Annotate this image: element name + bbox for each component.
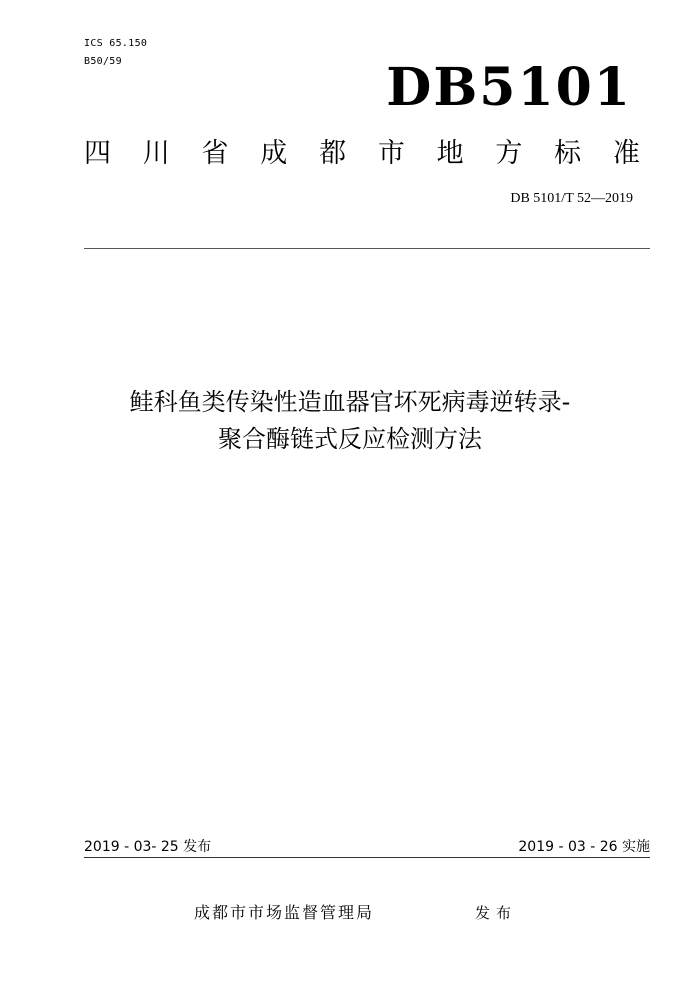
ics-code: ICS 65.150 [84, 38, 148, 49]
document-title-line-2: 聚合酶链式反应检测方法 [218, 425, 482, 453]
standard-category-char: 都 [319, 138, 347, 169]
publish-date: 2019 - 03- 25 发布 [84, 839, 212, 855]
standard-category-char: 四 [84, 138, 111, 169]
db-mark: DB5101 [386, 57, 632, 118]
standard-category-title [84, 137, 640, 171]
standard-number: DB 5101/T 52—2019 [510, 191, 633, 206]
document-title-line-1: 鲑科鱼类传染性造血器官坏死病毒逆转录- [129, 388, 571, 416]
standard-category-char: 省 [201, 138, 229, 169]
standard-category-char: 成 [260, 138, 288, 169]
ccs-code: B50/59 [84, 56, 122, 67]
header-divider [84, 248, 650, 249]
implement-date: 2019 - 03 - 26 实施 [518, 839, 650, 855]
footer-divider [84, 857, 650, 858]
standard-category-char: 方 [495, 138, 523, 169]
issue-label: 发布 [475, 904, 518, 922]
standard-category-char: 川 [142, 138, 170, 169]
standard-category-char: 市 [377, 138, 405, 169]
issuing-authority: 成都市市场监督管理局 [194, 903, 375, 922]
standard-category-char: 准 [612, 138, 640, 169]
standard-category-char: 地 [436, 138, 464, 169]
standard-category-char: 标 [554, 138, 582, 169]
